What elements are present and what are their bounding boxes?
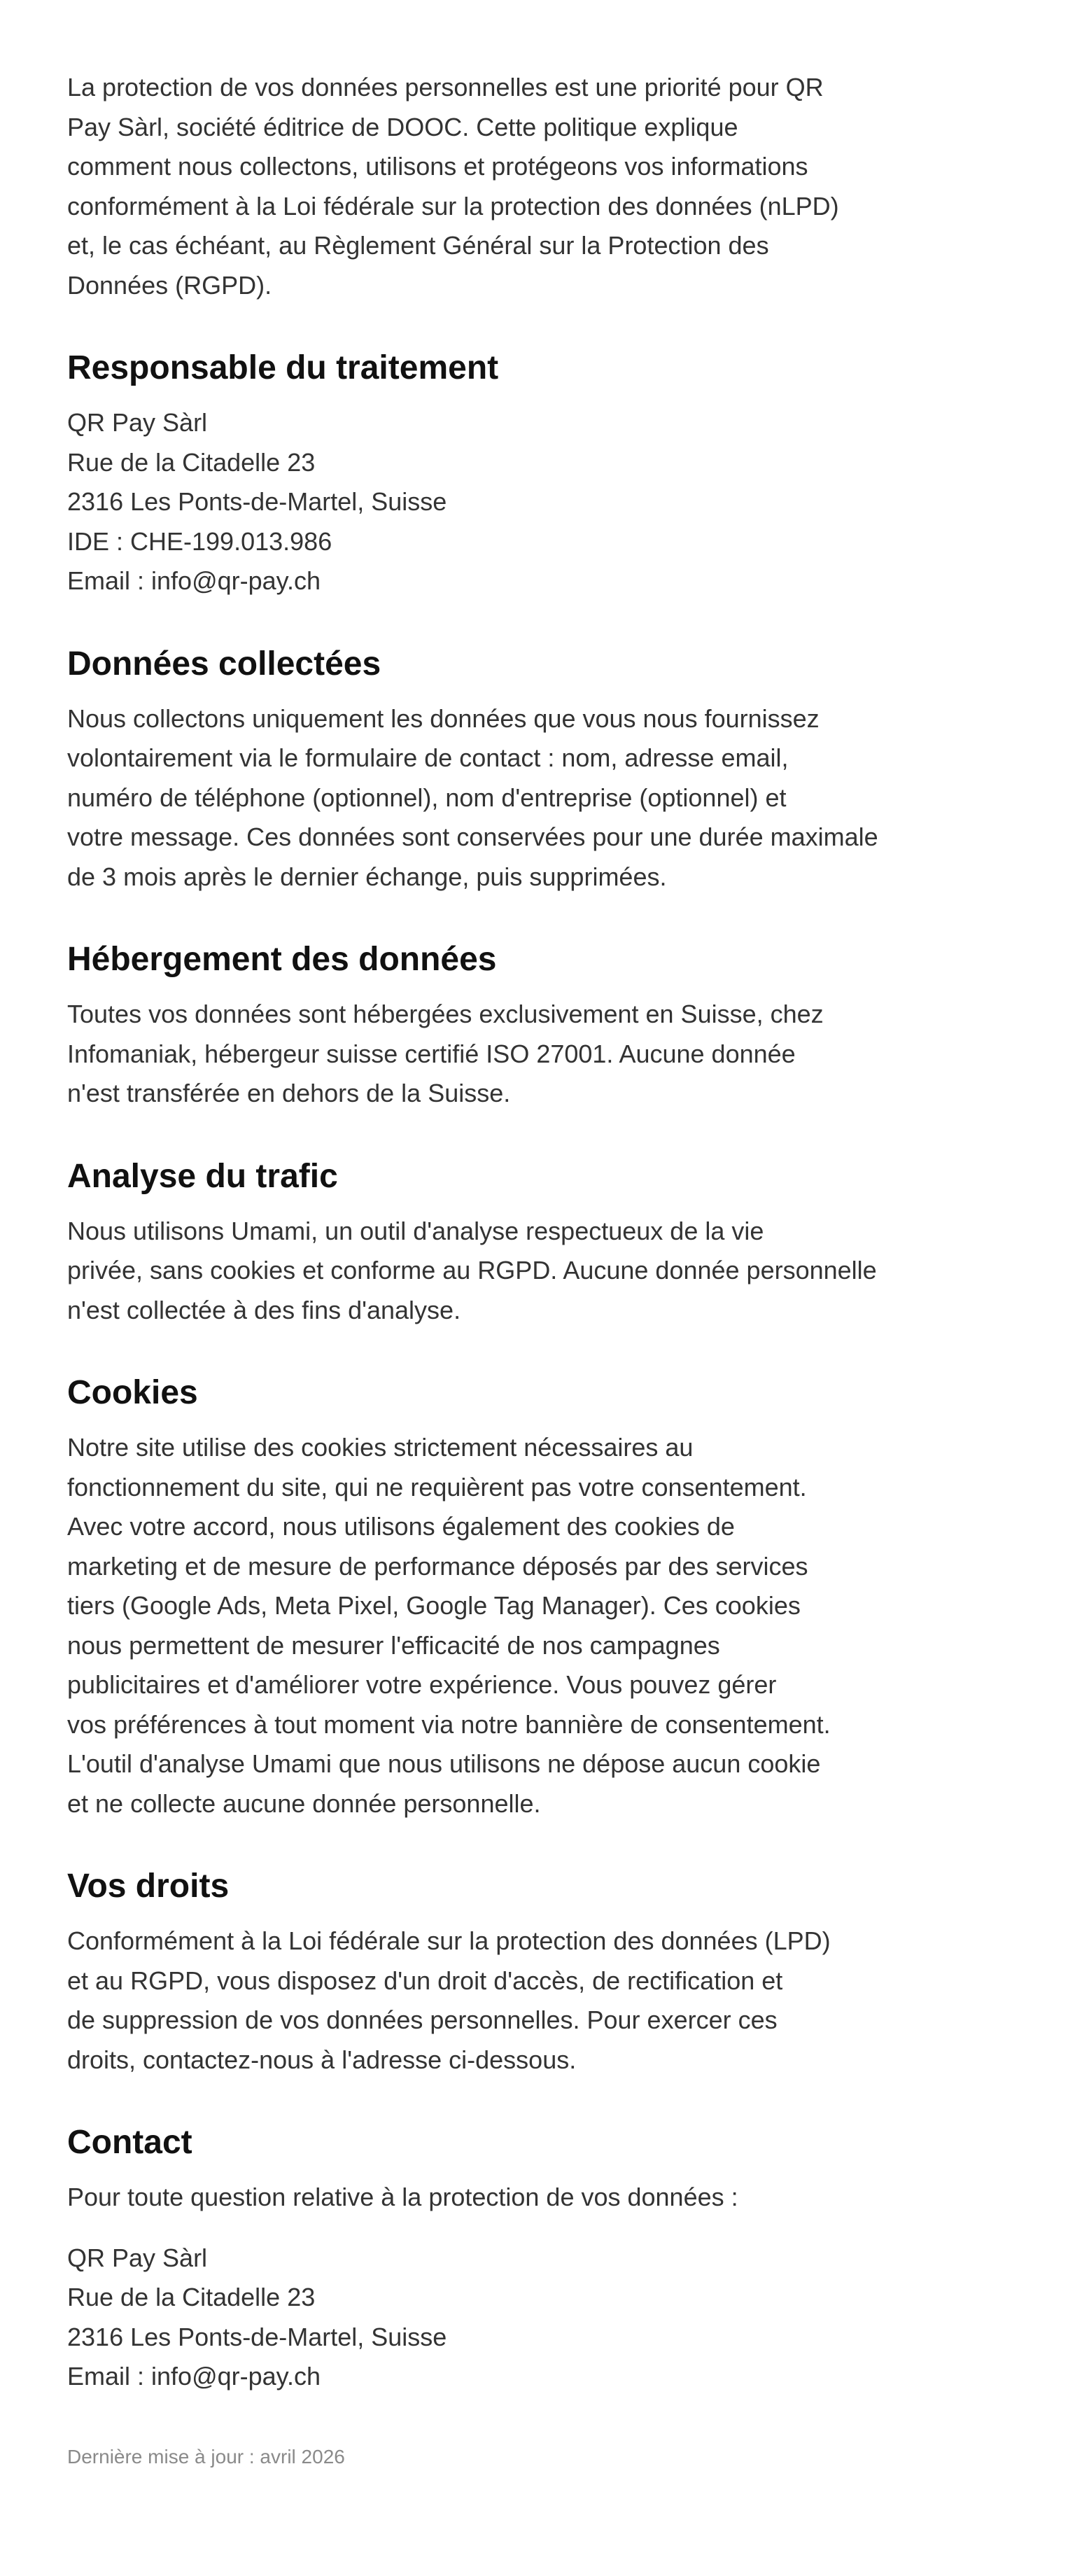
paragraph-line: Nous utilisons Umami, un outil d'analyse respectueux de la vie xyxy=(67,1216,764,1245)
intro-line: conformément à la Loi fédérale sur la protection des données (nLPD) xyxy=(67,191,839,220)
droits-paragraph xyxy=(67,1921,893,2080)
paragraph-line: votre message. Ces données sont conservées pour une durée maximale xyxy=(67,822,878,851)
section-title-donnees: Données collectées xyxy=(67,645,381,682)
email-link[interactable]: info@qr-pay.ch xyxy=(151,2362,321,2390)
section-responsable xyxy=(67,349,893,601)
intro-line: Données (RGPD). xyxy=(67,270,272,300)
paragraph-line: fonctionnement du site, qui ne requièrent pas votre consentement. xyxy=(67,1472,807,1502)
contact-address xyxy=(67,2239,893,2397)
paragraph-line: n'est collectée à des fins d'analyse. xyxy=(67,1295,461,1324)
address-line: Rue de la Citadelle 23 xyxy=(67,2283,316,2311)
paragraph-line: publicitaires et d'améliorer votre expérience. Vous pouvez gérer xyxy=(67,1670,777,1699)
paragraph-line: volontairement via le formulaire de contact : nom, adresse email, xyxy=(67,743,789,772)
email-prefix: Email : xyxy=(67,566,152,595)
paragraph-line: droits, contactez-nous à l'adresse ci-dessous. xyxy=(67,2045,577,2074)
paragraph-line: vos préférences à tout moment via notre bannière de consentement. xyxy=(67,1709,831,1739)
analyse-paragraph xyxy=(67,1212,893,1331)
email-prefix: Email : xyxy=(67,2362,152,2390)
email-line xyxy=(67,561,893,601)
address-line: Rue de la Citadelle 23 xyxy=(67,447,316,477)
email-link[interactable]: info@qr-pay.ch xyxy=(151,566,321,595)
paragraph-line: de suppression de vos données personnelles. Pour exercer ces xyxy=(67,2005,778,2034)
last-updated-note: Dernière mise à jour : avril 2026 xyxy=(67,2445,345,2468)
intro-paragraph xyxy=(67,68,865,305)
paragraph-line: Notre site utilise des cookies strictement nécessaires au xyxy=(67,1433,694,1462)
paragraph-line: privée, sans cookies et conforme au RGPD. Aucune donnée personnelle xyxy=(67,1256,877,1284)
section-title-contact: Contact xyxy=(67,2124,192,2161)
paragraph-line: Nous collectons uniquement les données que vous nous fournissez xyxy=(67,704,820,733)
paragraph-line: de 3 mois après le dernier échange, puis supprimées. xyxy=(67,862,667,891)
hebergement-paragraph xyxy=(67,995,893,1114)
intro-line: Pay Sàrl, société éditrice de DOOC. Cette politique explique xyxy=(67,112,738,141)
section-donnees xyxy=(67,645,893,897)
paragraph-line: Toutes vos données sont hébergées exclusivement en Suisse, chez xyxy=(67,1000,824,1028)
section-title-analyse: Analyse du trafic xyxy=(67,1157,338,1195)
email-line xyxy=(67,2357,893,2397)
paragraph-line: n'est transférée en dehors de la Suisse. xyxy=(67,1079,511,1107)
section-title-hebergement: Hébergement des données xyxy=(67,941,497,978)
cookies-paragraph xyxy=(67,1428,893,1823)
section-hebergement xyxy=(67,940,893,1114)
policy-content xyxy=(67,68,893,2471)
paragraph-line: L'outil d'analyse Umami que nous utilisons ne dépose aucun cookie xyxy=(67,1749,821,1778)
section-analyse xyxy=(67,1157,893,1331)
responsable-address xyxy=(67,403,893,601)
section-droits xyxy=(67,1867,893,2080)
section-title-droits: Vos droits xyxy=(67,1868,230,1905)
paragraph-line: nous permettent de mesurer l'efficacité de nos campagnes xyxy=(67,1630,720,1660)
address-line: 2316 Les Ponts-de-Martel, Suisse xyxy=(67,2322,447,2351)
donnees-paragraph xyxy=(67,699,893,897)
section-title-cookies: Cookies xyxy=(67,1374,198,1411)
intro-line: La protection de vos données personnelles est une priorité pour QR xyxy=(67,73,824,102)
address-line: IDE : CHE-199.013.986 xyxy=(67,526,332,556)
paragraph-line: numéro de téléphone (optionnel), nom d'entreprise (optionnel) et xyxy=(67,783,787,812)
paragraph-line: et ne collecte aucune donnée personnelle. xyxy=(67,1788,541,1818)
address-line: 2316 Les Ponts-de-Martel, Suisse xyxy=(67,487,447,516)
section-title-responsable: Responsable du traitement xyxy=(67,349,499,386)
paragraph-line: Infomaniak, hébergeur suisse certifié ISO 27001. Aucune donnée xyxy=(67,1039,796,1068)
paragraph-line: marketing et de mesure de performance déposés par des services xyxy=(67,1551,808,1581)
section-cookies xyxy=(67,1373,893,1823)
contact-intro: Pour toute question relative à la protection de vos données : xyxy=(67,2183,738,2211)
intro-line: et, le cas échéant, au Règlement Général sur la Protection des xyxy=(67,231,769,260)
address-line: QR Pay Sàrl xyxy=(67,2243,208,2272)
paragraph-line: et au RGPD, vous disposez d'un droit d'accès, de rectification et xyxy=(67,1966,783,1995)
paragraph-line: tiers (Google Ads, Meta Pixel, Google Tag Manager). Ces cookies xyxy=(67,1591,801,1620)
paragraph-line: Conformément à la Loi fédérale sur la protection des données (LPD) xyxy=(67,1926,831,1955)
paragraph-line: Avec votre accord, nous utilisons également des cookies de xyxy=(67,1512,735,1541)
section-contact xyxy=(67,2123,893,2397)
address-line: QR Pay Sàrl xyxy=(67,408,208,437)
intro-line: comment nous collectons, utilisons et protégeons vos informations xyxy=(67,152,808,181)
